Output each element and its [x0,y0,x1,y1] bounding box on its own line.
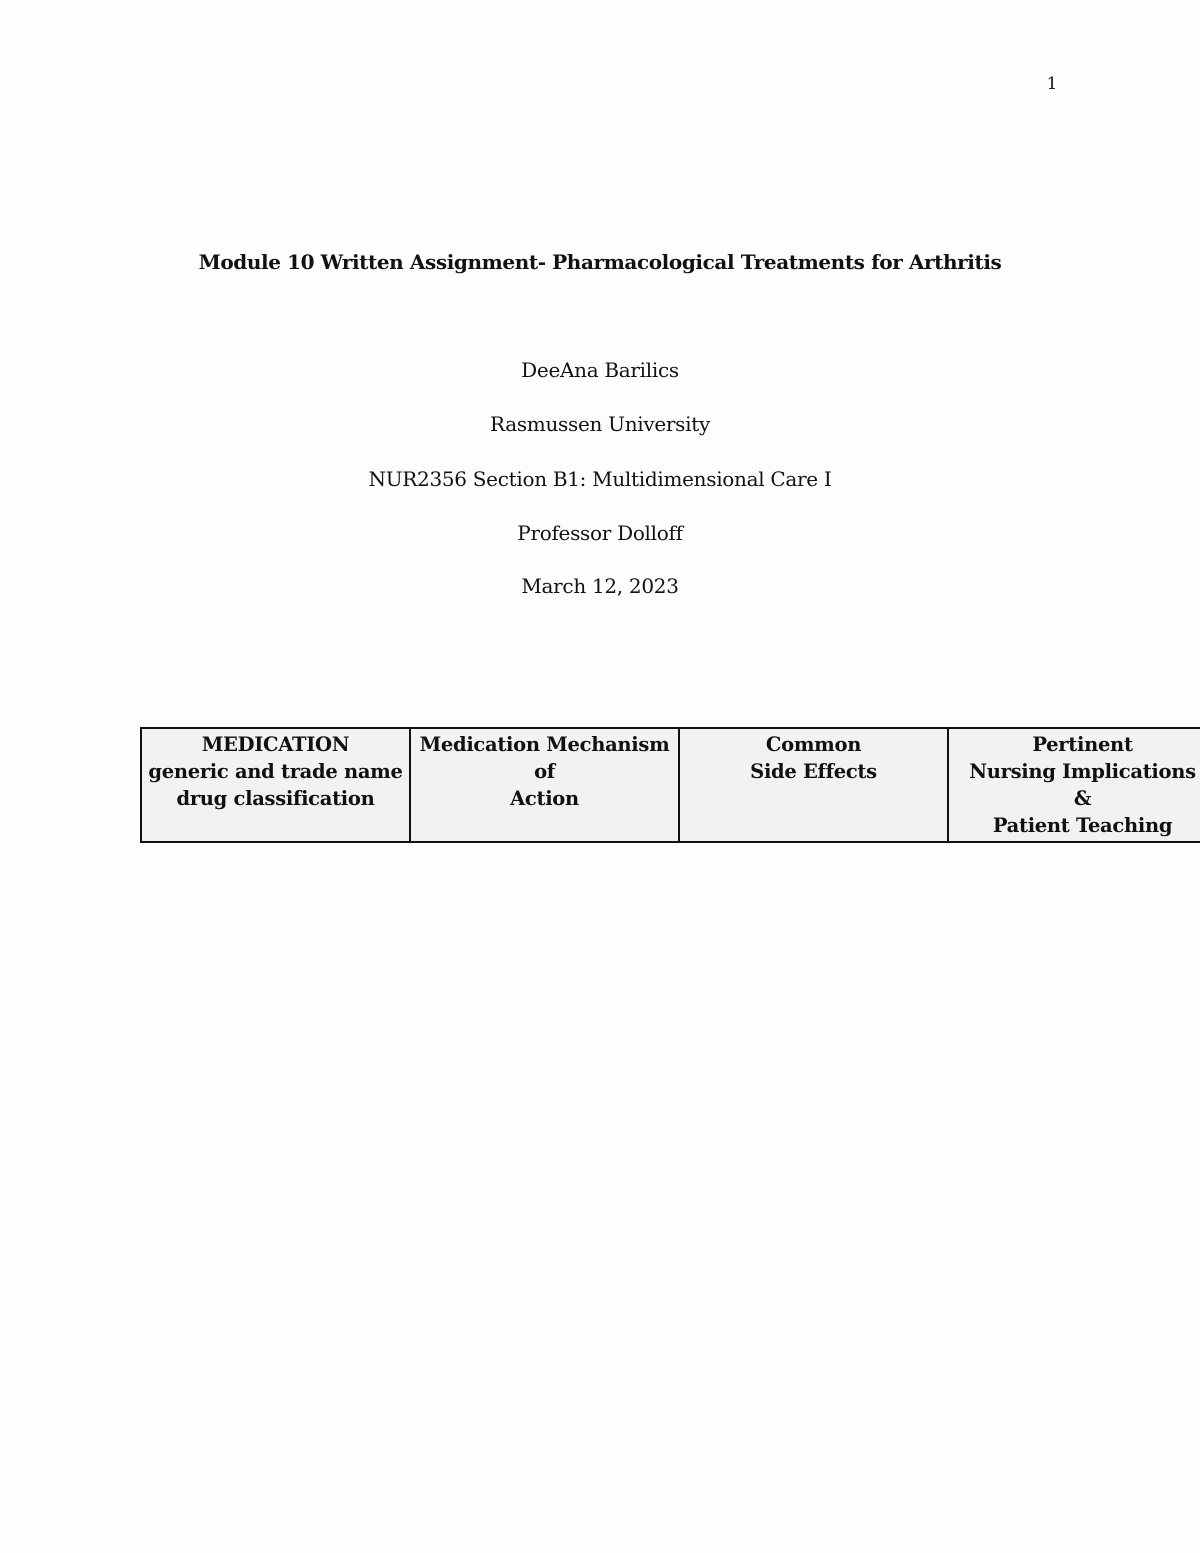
header-medication [141,728,410,842]
institution-name: Rasmussen University [490,412,710,436]
header-medication-line: generic and trade name [148,760,403,783]
header-mechanism-line: of [534,760,555,783]
header-side-effects [679,728,948,842]
course-name: NUR2356 Section B1: Multidimensional Care I [368,467,832,491]
header-side-effects-line: Side Effects [750,760,877,783]
author-name: DeeAna Barilics [521,358,679,382]
header-nursing-line: & [1073,787,1092,810]
header-mechanism-line: Action [510,787,579,810]
header-nursing-line: Pertinent [1032,733,1133,756]
header-nursing-line: Patient Teaching [992,814,1173,837]
table-header-row [141,728,1200,842]
submission-date: March 12, 2023 [521,574,679,598]
header-mechanism-of-action [410,728,679,842]
header-medication-line: MEDICATION [201,733,350,756]
medication-table-container [140,727,1200,843]
header-mechanism-line: Medication Mechanism [419,733,670,756]
medication-table [140,727,1200,843]
instructor-name: Professor Dolloff [517,521,683,545]
page-number: 1 [1046,74,1058,94]
header-medication-line: drug classification [176,787,375,810]
header-nursing-line: Nursing Implications [969,760,1196,783]
header-nursing-implications [948,728,1200,842]
header-side-effects-line: Common [765,733,862,756]
document-title: Module 10 Written Assignment- Pharmacological Treatments for Arthritis [198,250,1002,274]
